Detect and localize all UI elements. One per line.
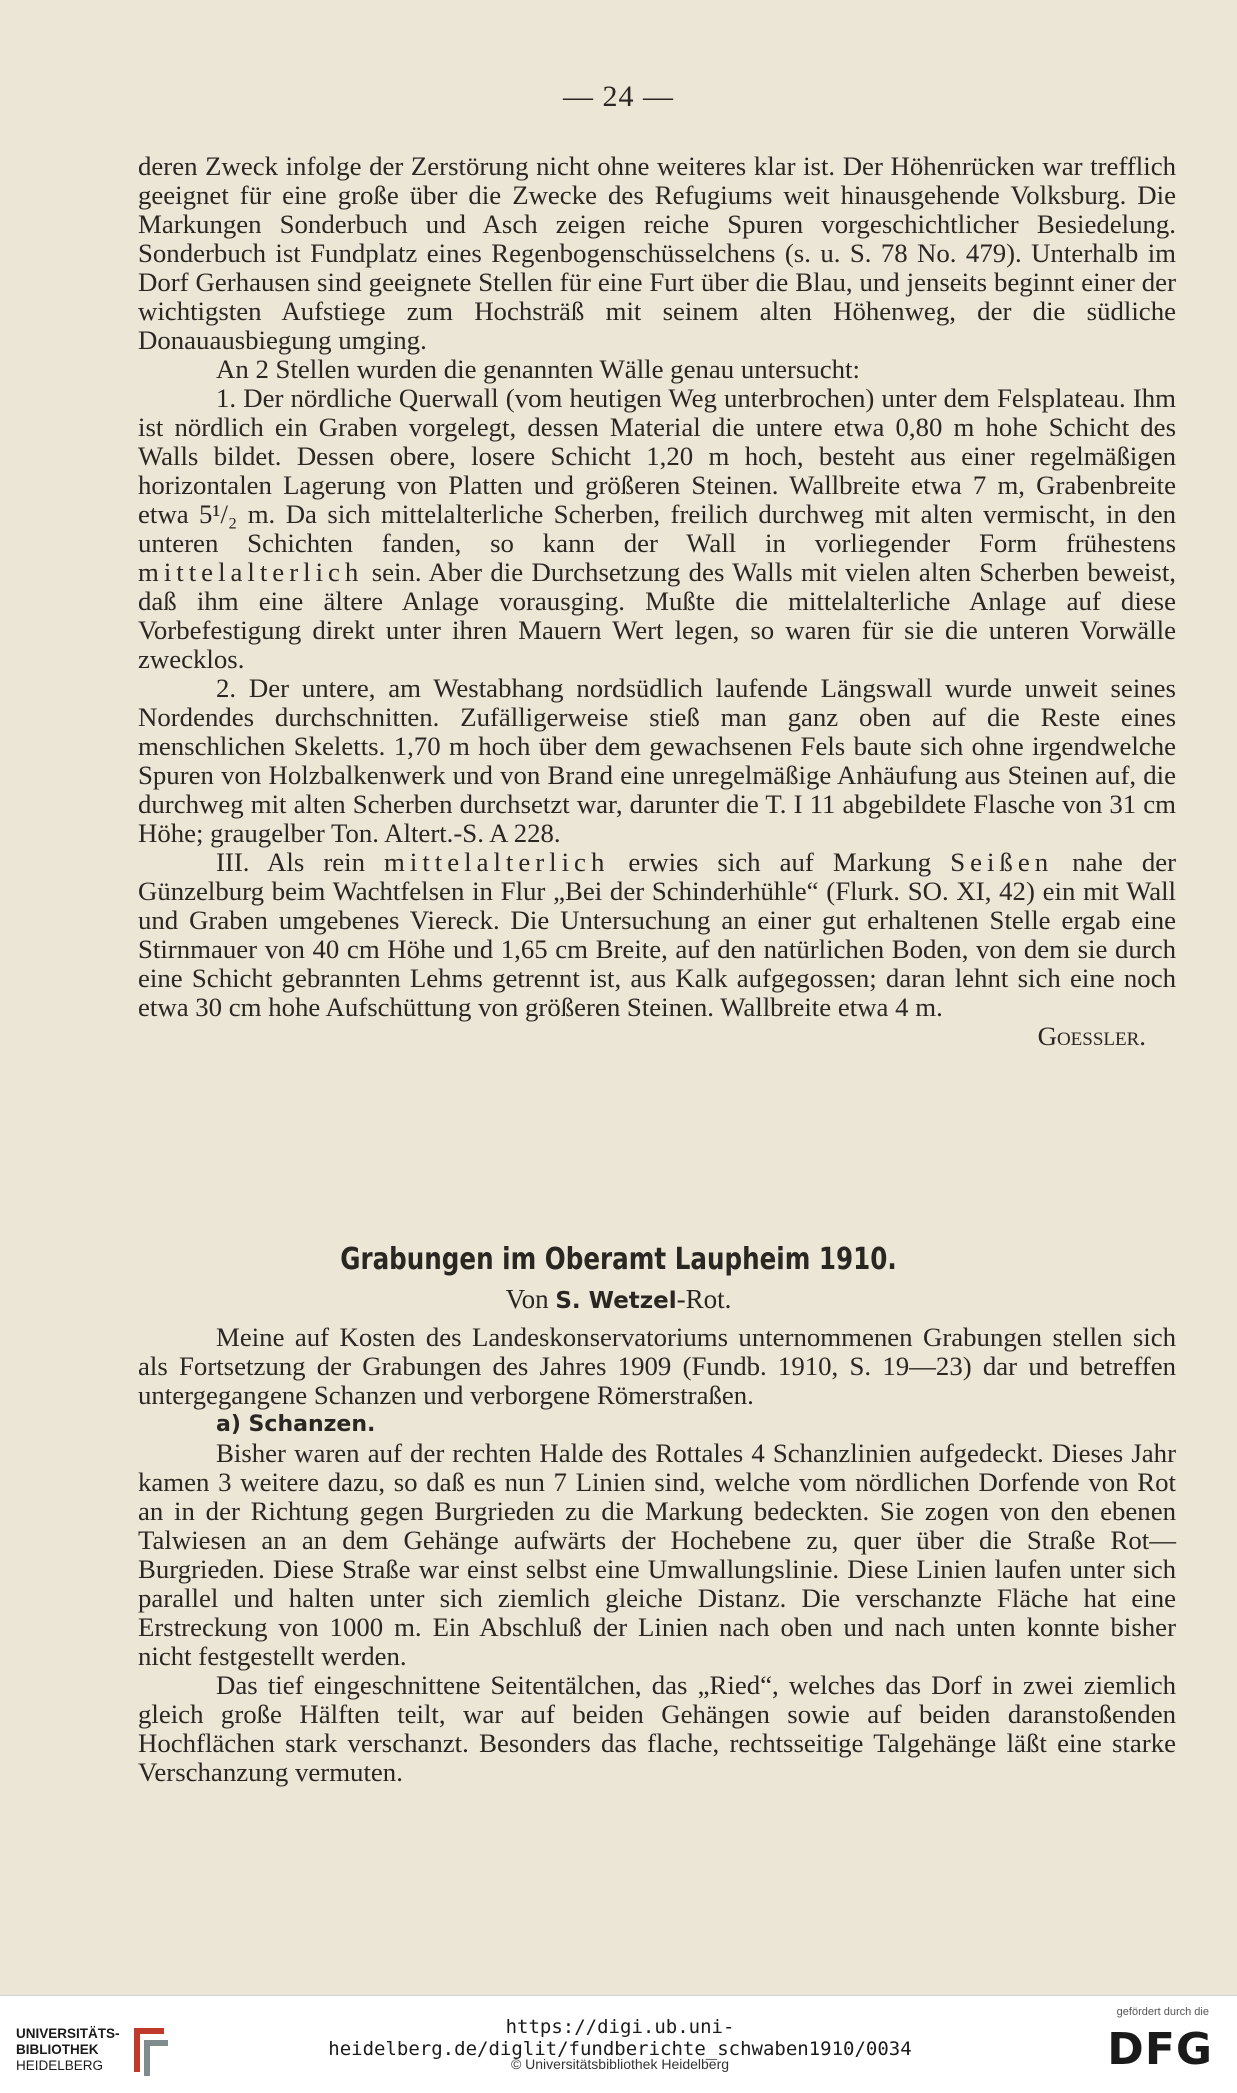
section-wetzel	[138, 1323, 1176, 1787]
logo-line: BIBLIOTHEK	[16, 2042, 99, 2057]
copyright-notice: © Universitätsbibliothek Heidelberg	[510, 2056, 730, 2072]
logo-line: UNIVERSITÄTS-	[16, 2026, 120, 2041]
subheading: a) Schanzen.	[216, 1412, 376, 1437]
library-logo-text	[16, 2026, 120, 2074]
byline-suffix: -Rot.	[676, 1284, 732, 1314]
footer-bar	[0, 1995, 1237, 2093]
page-number: — 24 —	[563, 80, 674, 113]
paragraph	[138, 848, 1176, 1022]
spaced-emphasis: Seißen	[950, 847, 1054, 877]
paragraph: Bisher waren auf der rechten Halde des Rottales 4 Schanzlinien aufgedeckt. Dieses Jahr kamen 3 weitere dazu, so daß es nun 7 Linien sind, welche vom nördlichen Dorfende von Rot an in der Richtung gegen Burgrieden zu die Markung bedeckten. Sie zogen von den ebenen Talwiesen an an dem Gehänge aufwärts der Hochebene zu, quer über die Straße Rot—Burgrieden. Diese Straße war einst selbst eine Umwallungslinie. Diese Linien laufen unter sich parallel und halten unter sich ziemlich gleiche Distanz. Die verschanzte Fläche hat eine Erstreckung von 1000 m. Ein Abschluß der Linien nach oben und nach unten konnte bisher nicht festgestellt werden.	[138, 1438, 1176, 1671]
section-heading: Grabungen im Oberamt Laupheim 1910.	[340, 1242, 897, 1277]
paragraph: deren Zweck infolge der Zerstörung nicht ohne weiteres klar ist. Der Höhenrücken war trefflich geeignet für eine große über die Zwecke des Refugiums weit hinausgehende Volksburg. Die Markungen Sonderbuch und Asch zeigen reiche Spuren vorgeschichtlicher Besiedelung. Sonderbuch ist Fundplatz eines Regenbogenschüsselchens (s. u. S. 78 No. 479). Unterhalb im Dorf Gerhausen sind geeignete Stellen für eine Furt über die Blau, und jenseits beginnt einer der wichtigsten Aufstiege zum Hochsträß mit seinem alten Höhenweg, der die südliche Donauausbiegung umging.	[138, 151, 1176, 355]
paragraph	[138, 384, 1176, 674]
funding-note: gefördert durch die	[1116, 2006, 1209, 2018]
paragraph-text: sein. Aber die Durchsetzung des Walls mit vielen alten Scherben beweist, daß ihm eine ältere Anlage vorausging. Mußte die mittelalterliche Anlage auf diese Vorbefestigung direkt unter ihren Mauern Wert legen, so waren für sie die unteren Vorwälle zwecklos.	[138, 557, 1176, 674]
library-logo[interactable]	[16, 2018, 176, 2078]
logo-line: HEIDELBERG	[16, 2058, 104, 2073]
library-emblem-icon	[124, 2022, 172, 2078]
dfg-logo[interactable]: DFG	[1107, 2024, 1213, 2075]
paragraph: Das tief eingeschnittene Seitentälchen, das „Ried“, welches das Dorf in zwei ziemlich gleich große Hälften teilt, war auf beiden Gehängen sowie auf beiden daranstoßenden Hochflächen stark verschanzt. Besonders das flache, rechtsseitige Talgehänge läßt eine starke Verschanzung vermuten.	[138, 1670, 1176, 1787]
spaced-emphasis: mittelalterlich	[384, 847, 610, 877]
permalink-url[interactable]: https://digi.ub.uni-heidelberg.de/diglit/fundberichte_schwaben1910/0034	[328, 2016, 912, 2060]
paragraph-text: erwies sich auf Markung	[628, 847, 932, 877]
paragraph: 2. Der untere, am Westabhang nordsüdlich laufende Längswall wurde unweit seines Nordendes durchschnitten. Zufälligerweise stieß man ganz oben auf die Reste eines menschlichen Skeletts. 1,70 m hoch über dem gewachsenen Fels baute sich ohne irgendwelche Spuren von Holzbalkenwerk und von Brand eine unregelmäßige Anhäufung aus Steinen auf, die durchweg mit alten Scherben durchsetzt war, darunter die T. I 11 abgebildete Flasche von 31 cm Höhe; graugelber Ton. Altert.-S. A 228.	[138, 673, 1176, 848]
paragraph-text: III. Als rein	[216, 847, 365, 877]
section-goessler	[138, 152, 1176, 1051]
byline	[0, 1284, 1237, 1315]
author-signature: Goessler.	[1037, 1021, 1146, 1051]
paragraph: Meine auf Kosten des Landeskonservatoriums unternommenen Grabungen stellen sich als Fortsetzung der Grabungen des Jahres 1909 (Fundb. 1910, S. 19—23) dar und betreffen untergegangene Schanzen und verborgene Römerstraßen.	[138, 1322, 1176, 1410]
paragraph-text: 1. Der nördliche Querwall (vom heutigen Weg unterbrochen) unter dem Felsplateau. Ihm ist nördlich ein Graben vorgelegt, dessen Material die untere etwa 0,80 m hohe Schicht des Walls bildet. Dessen obere, losere Schicht 1,20 m hoch, besteht aus einer regelmäßigen horizontalen Lagerung von Platten und größeren Steinen. Wallbreite etwa 7 m, Grabenbreite etwa 5¹/₂ m. Da sich mittelalterliche Scherben, freilich durchweg mit alten vermischt, in den unteren Schichten fanden, so kann der Wall in vorliegender Form frühestens	[138, 383, 1176, 558]
byline-author: S. Wetzel	[555, 1288, 677, 1314]
paragraph-text: nahe der Günzelburg beim Wachtfelsen in Flur „Bei der Schinderhühle“ (Flurk. SO. XI, 42) ein mit Wall und Graben umgebenes Viereck. Die Untersuchung an einer gut erhaltenen Stelle ergab eine Stirnmauer von 40 cm Höhe und 1,65 cm Breite, auf den natürlichen Boden, von dem sie durch eine Schicht gebrannten Lehms getrennt ist, aus Kalk aufgegossen; daran lehnt sich eine noch etwa 30 cm hohe Aufschüttung von größeren Steinen. Wallbreite etwa 4 m.	[138, 847, 1177, 1022]
paragraph: An 2 Stellen wurden die genannten Wälle genau untersucht:	[216, 354, 860, 384]
byline-prefix: Von	[505, 1284, 549, 1314]
spaced-emphasis: mittelalterlich	[138, 557, 364, 587]
